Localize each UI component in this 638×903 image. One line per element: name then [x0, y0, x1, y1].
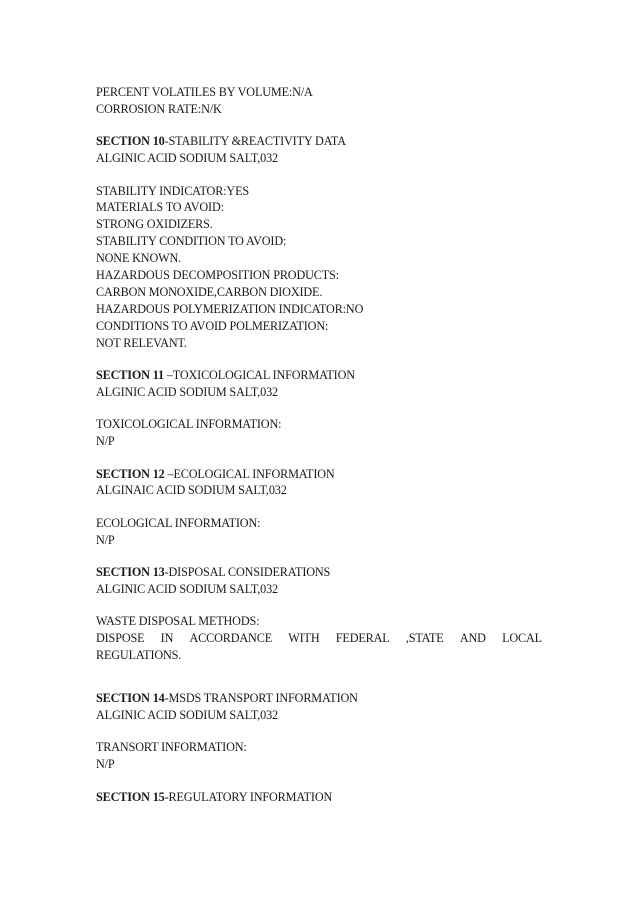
document-page — [96, 84, 542, 806]
section-10-heading — [96, 133, 542, 150]
corrosion-rate-line: CORROSION RATE:N/K — [96, 101, 222, 116]
percent-volatiles-line: PERCENT VOLATILES BY VOLUME:N/A — [96, 85, 313, 99]
section-12-heading — [96, 466, 542, 483]
conditions-polymerization-line: CONDITIONS TO AVOID POLMERIZATION: — [96, 318, 329, 333]
strong-oxidizers-line: STRONG OXIDIZERS. — [96, 217, 213, 232]
toxicological-info-line: TOXICOLOGICAL INFORMATION: — [96, 417, 282, 432]
dispose-word: ACCORDANCE — [189, 631, 272, 646]
section-10-number: SECTION 10 — [96, 134, 165, 149]
dispose-instruction-line — [96, 630, 542, 647]
section-10-product: ALGINIC ACID SODIUM SALT,032 — [96, 151, 279, 166]
stability-condition-line: STABILITY CONDITION TO AVOID: — [96, 234, 287, 249]
dispose-word: ,STATE — [405, 631, 444, 646]
section-13-title: -DISPOSAL CONSIDERATIONS — [164, 565, 331, 580]
hazardous-polymerization-line: HAZARDOUS POLYMERIZATION INDICATOR:NO — [96, 301, 364, 316]
section-13-heading — [96, 564, 542, 581]
none-known-line: NONE KNOWN. — [96, 251, 182, 266]
section-13-number: SECTION 13 — [96, 565, 165, 580]
section-14-heading — [96, 690, 542, 707]
ecological-info-line: ECOLOGICAL INFORMATION: — [96, 515, 261, 530]
carbon-products-line: CARBON MONOXIDE,CARBON DIOXIDE. — [96, 284, 323, 299]
section-11-product: ALGINIC ACID SODIUM SALT,032 — [96, 384, 279, 399]
section-11-number: SECTION 11 — [96, 367, 164, 382]
dispose-word: IN — [160, 631, 174, 646]
transport-value: N/P — [96, 757, 115, 772]
section-15-title: -REGULATORY INFORMATION — [164, 789, 333, 804]
section-15-heading — [96, 789, 542, 806]
section-14-title: -MSDS TRANSPORT INFORMATION — [164, 691, 358, 706]
section-14-number: SECTION 14 — [96, 691, 165, 706]
materials-to-avoid-line: MATERIALS TO AVOID: — [96, 200, 224, 215]
section-12-title: –ECOLOGICAL INFORMATION — [164, 466, 335, 481]
not-relevant-line: NOT RELEVANT. — [96, 335, 187, 350]
toxicological-value: N/P — [96, 434, 115, 449]
section-11-title: –TOXICOLOGICAL INFORMATION — [163, 367, 355, 382]
dispose-word: DISPOSE — [96, 631, 145, 646]
transport-info-line: TRANSORT INFORMATION: — [96, 740, 247, 755]
regulations-line: REGULATIONS. — [96, 648, 182, 663]
dispose-word: AND — [459, 631, 486, 646]
section-10-title: -STABILITY &REACTIVITY DATA — [164, 134, 346, 149]
section-15-number: SECTION 15 — [96, 789, 165, 804]
ecological-value: N/P — [96, 532, 115, 547]
dispose-word: LOCAL — [502, 631, 542, 646]
waste-disposal-methods-line: WASTE DISPOSAL METHODS: — [96, 614, 260, 629]
section-13-product: ALGINIC ACID SODIUM SALT,032 — [96, 581, 279, 596]
dispose-word: WITH — [288, 631, 320, 646]
hazardous-decomposition-line: HAZARDOUS DECOMPOSITION PRODUCTS: — [96, 268, 339, 283]
section-11-heading — [96, 367, 542, 384]
section-12-number: SECTION 12 — [96, 466, 165, 481]
stability-indicator-line: STABILITY INDICATOR:YES — [96, 183, 249, 198]
dispose-word: FEDERAL — [335, 631, 390, 646]
section-12-product: ALGINAIC ACID SODIUM SALT,032 — [96, 483, 287, 498]
section-14-product: ALGINIC ACID SODIUM SALT,032 — [96, 707, 279, 722]
